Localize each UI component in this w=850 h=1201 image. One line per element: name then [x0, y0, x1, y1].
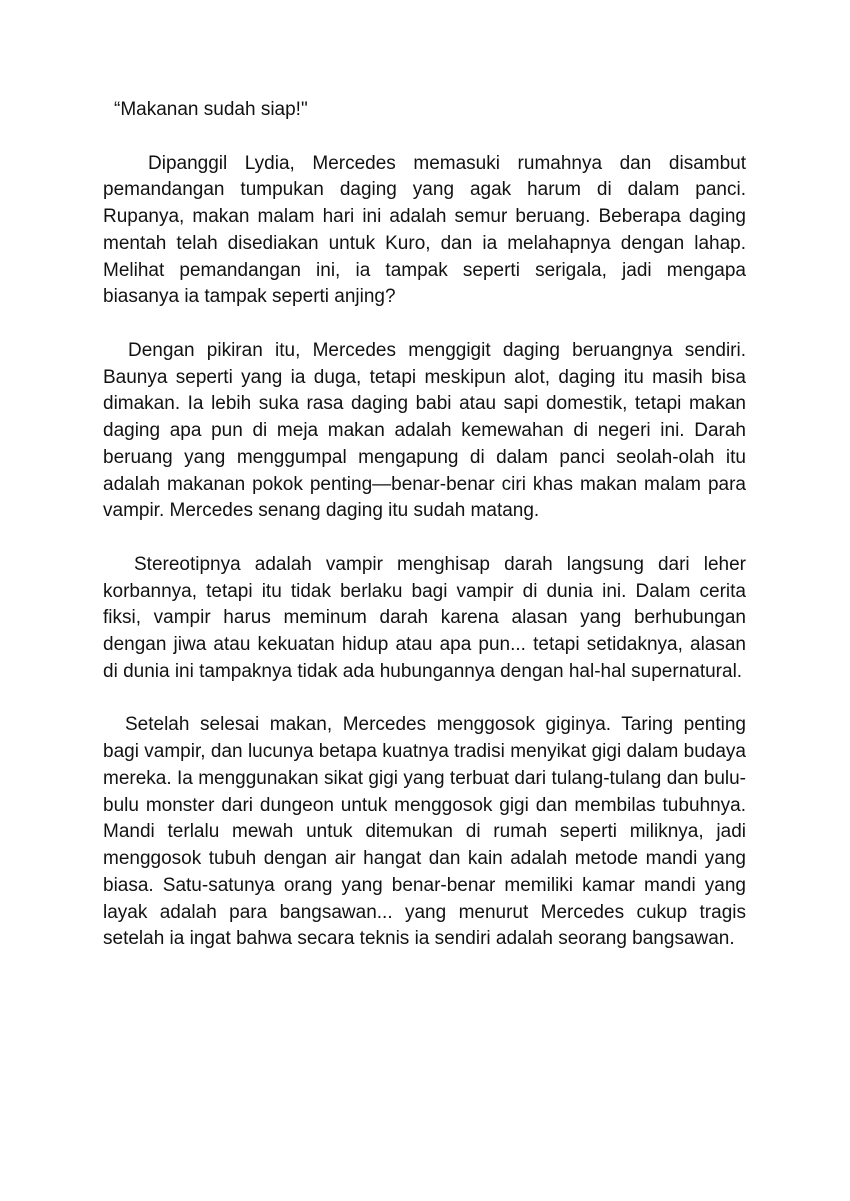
paragraph: Setelah selesai makan, Mercedes menggosok giginya. Taring penting bagi vampir, dan lucunya betapa kuatnya tradisi menyikat gigi dalam budaya mereka. Ia menggunakan sikat gigi yang terbuat dari tulang-tulang dan bulu-bulu monster dari dungeon untuk menggosok gigi dan membilas tubuhnya. Mandi terlalu mewah untuk ditemukan di rumah seperti miliknya, jadi menggosok tubuh dengan air hangat dan kain adalah metode mandi yang biasa. Satu-satunya orang yang benar-benar memiliki kamar mandi yang layak adalah para bangsawan... yang menurut Mercedes cukup tragis setelah ia ingat bahwa secara teknis ia sendiri adalah seorang bangsawan.	[103, 714, 746, 950]
paragraph: Stereotipnya adalah vampir menghisap darah langsung dari leher korbannya, tetapi itu tidak berlaku bagi vampir di dunia ini. Dalam cerita fiksi, vampir harus meminum darah karena alasan yang berhubungan dengan jiwa atau kekuatan hidup atau apa pun... tetapi setidaknya, alasan di dunia ini tampaknya tidak ada hubungannya dengan hal-hal supernatural.	[103, 553, 746, 682]
paragraph-dialogue: “Makanan sudah siap!"	[114, 99, 308, 120]
paragraph: Dipanggil Lydia, Mercedes memasuki rumahnya dan disambut pemandangan tumpukan daging yang agak harum di dalam panci. Rupanya, makan malam hari ini adalah semur beruang. Beberapa daging mentah telah disediakan untuk Kuro, dan ia melahapnya dengan lahap. Melihat pemandangan ini, ia tampak seperti serigala, jadi mengapa biasanya ia tampak seperti anjing?	[103, 152, 746, 308]
paragraph: Dengan pikiran itu, Mercedes menggigit daging beruangnya sendiri. Baunya seperti yang ia duga, tetapi meskipun alot, daging itu masih bisa dimakan. Ia lebih suka rasa daging babi atau sapi domestik, tetapi makan daging apa pun di meja makan adalah kemewahan di negeri ini. Darah beruang yang menggumpal mengapung di dalam panci seolah-olah itu adalah makanan pokok penting—benar-benar ciri khas makan malam para vampir. Mercedes senang daging itu sudah matang.	[103, 339, 746, 522]
page-text-block	[103, 97, 746, 953]
